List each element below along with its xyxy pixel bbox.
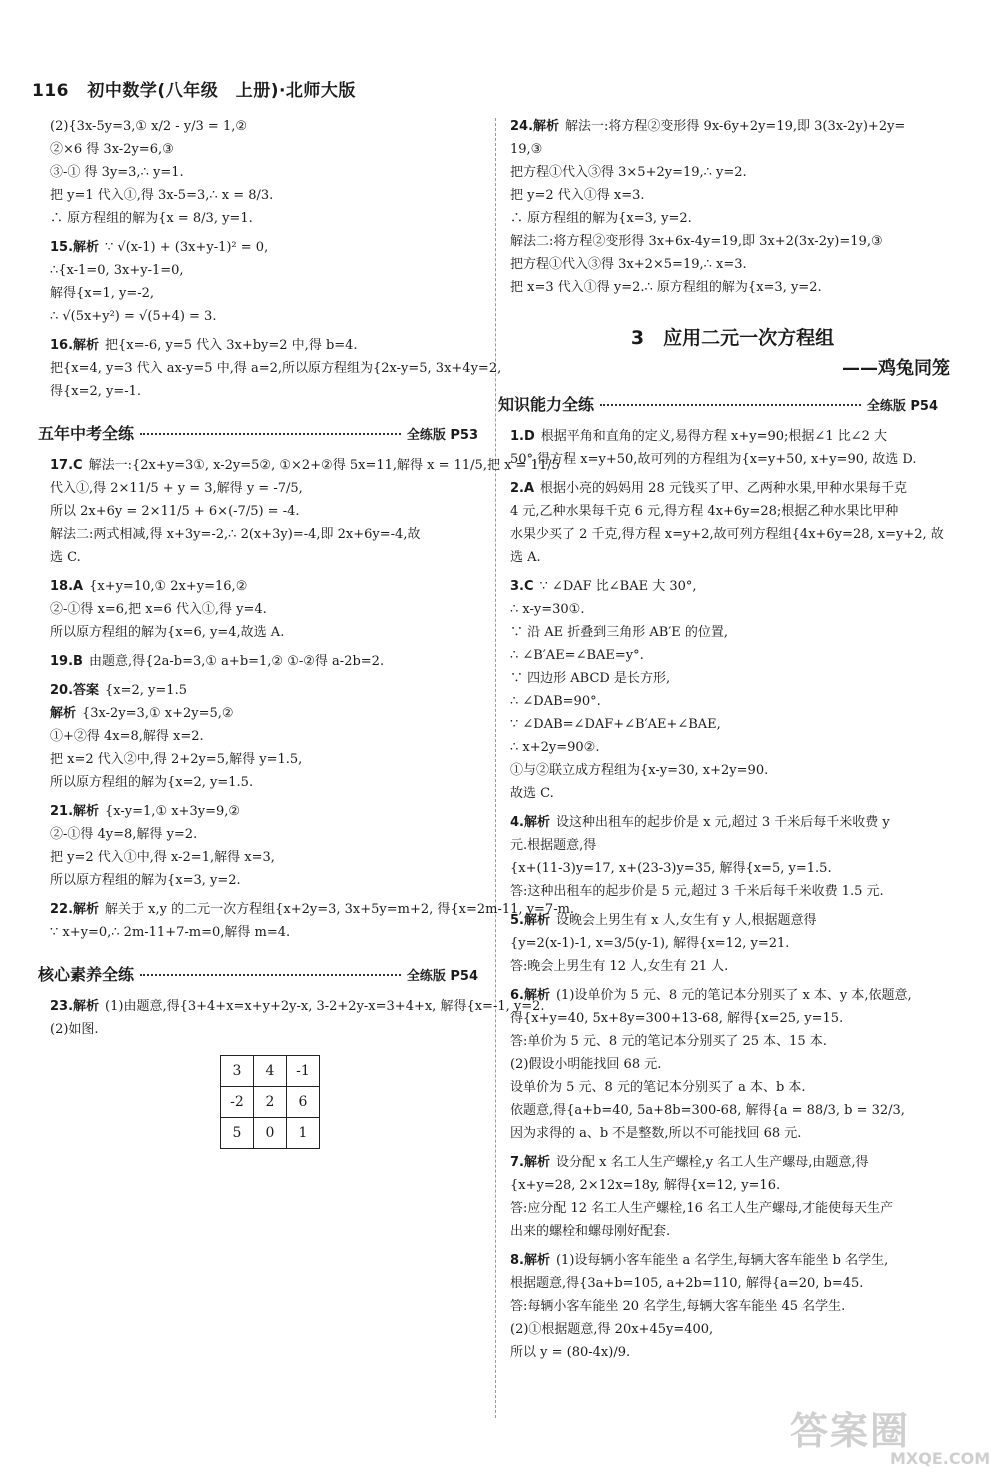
answer-a7-line bbox=[510, 1197, 955, 1220]
q15-text: 解得{x=1, y=-2, bbox=[50, 286, 155, 301]
column-divider bbox=[495, 118, 496, 1418]
q19-text: 由题意,得{2a-b=3,① a+b=1,② ①-②得 a-2b=2. bbox=[88, 654, 385, 669]
q16-text: 把{x=-6, y=5 代入 3x+by=2 中,得 b=4. bbox=[105, 338, 358, 353]
section-hexin-ref: 全练版 P54 bbox=[406, 969, 478, 984]
q21-text: {x-y=1,① x+3y=9,② bbox=[105, 804, 241, 819]
grid-cell: 0 bbox=[254, 1118, 287, 1149]
q14-line: (2){3x-5y=3,① x/2 - y/3 = 1,② bbox=[50, 119, 247, 134]
grid-cell: -1 bbox=[287, 1056, 320, 1087]
answer-a8-line bbox=[510, 1249, 955, 1272]
q23-line bbox=[50, 995, 545, 1018]
q18-line bbox=[50, 598, 480, 621]
answer-a2-text: 4 元,乙种水果每千克 6 元,得方程 4x+6y=28;根据乙种水果比甲种 bbox=[510, 504, 899, 519]
q24-line bbox=[510, 230, 955, 253]
section-hexin bbox=[38, 962, 478, 985]
answer-a3-line bbox=[510, 690, 955, 713]
q21-line bbox=[50, 846, 480, 869]
q24-line bbox=[510, 138, 955, 161]
grid-cell: 6 bbox=[287, 1087, 320, 1118]
q24-text: 把方程①代入③得 3×5+2y=19,∴ y=2. bbox=[510, 165, 747, 180]
q22-line bbox=[50, 921, 480, 944]
q14-line: 把 y=1 代入①,得 3x-5=3,∴ x = 8/3. bbox=[50, 188, 274, 203]
grid-cell: 4 bbox=[254, 1056, 287, 1087]
q18-text: {x+y=10,① 2x+y=16,② bbox=[89, 579, 248, 594]
q18-text: 所以原方程组的解为{x=6, y=4,故选 A. bbox=[50, 625, 285, 640]
answer-a3-line bbox=[510, 598, 955, 621]
answer-a2-text: 水果少买了 2 千克,得方程 x=y+2,故可列方程组{4x+6y=28, x=y+2, 故 bbox=[510, 527, 944, 542]
answer-a7-text: 答:应分配 12 名工人生产螺栓,16 名工人生产螺母,才能使每天生产 bbox=[510, 1201, 894, 1216]
answer-a3-text: ①与②联立成方程组为{x-y=30, x+2y=90. bbox=[510, 763, 769, 778]
answer-a3-line bbox=[510, 736, 955, 759]
answer-a8-text: 所以 y = (80-4x)/9. bbox=[510, 1345, 631, 1360]
q17-text: 解法一:{2x+y=3①, x-2y=5②, ①×2+②得 5x=11,解得 x = 11/5,把 x = 11/5 bbox=[88, 458, 560, 473]
q16-line bbox=[50, 380, 480, 403]
answer-a3-line bbox=[510, 782, 955, 805]
q21-line bbox=[50, 823, 480, 846]
q17-number: 17.C bbox=[50, 458, 83, 473]
answer-a6-line bbox=[510, 1122, 955, 1145]
answer-a3-line bbox=[510, 713, 955, 736]
q24-line bbox=[510, 115, 955, 138]
q17-line bbox=[50, 500, 480, 523]
q23-text: (2)如图. bbox=[50, 1022, 99, 1037]
q17-text: 代入①,得 2×11/5 + y = 3,解得 y = -7/5, bbox=[50, 481, 303, 496]
right-column bbox=[498, 115, 955, 1370]
q24-text: 把方程①代入③得 3x+2×5=19,∴ x=3. bbox=[510, 257, 747, 272]
answer-a4-text: 元.根据题意,得 bbox=[510, 838, 597, 853]
answer-a2-text: 根据小亮的妈妈用 28 元钱买了甲、乙两种水果,甲种水果每千克 bbox=[540, 481, 907, 496]
answer-a4-number: 4.解析 bbox=[510, 815, 550, 830]
q20-sub: 解析 bbox=[50, 706, 77, 721]
q22-text: 解关于 x,y 的二元一次方程组{x+2y=3, 3x+5y=m+2, 得{x=2m-11, y=7-m. bbox=[105, 902, 575, 917]
q15-line bbox=[50, 282, 480, 305]
spacer bbox=[50, 403, 480, 409]
q24-text: 19,③ bbox=[510, 142, 543, 157]
q20-number: 20.答案 bbox=[50, 683, 100, 698]
q21-text: 所以原方程组的解为{x=3, y=2. bbox=[50, 873, 241, 888]
q15-line bbox=[50, 236, 480, 259]
dot-leader bbox=[140, 433, 401, 435]
section-zhishi-title: 知识能力全练 bbox=[498, 395, 595, 414]
answer-a3-line bbox=[510, 759, 955, 782]
q17-text: 所以 2x+6y = 2×11/5 + 6×(-7/5) = -4. bbox=[50, 504, 300, 519]
chapter-title: 3 应用二元一次方程组 bbox=[630, 327, 835, 349]
answer-a6-line bbox=[510, 1099, 955, 1122]
q17-line bbox=[50, 454, 560, 477]
page-header bbox=[32, 76, 356, 101]
q17-line bbox=[50, 523, 480, 546]
answer-a1-text: 50°,得方程 x=y+50,故可列的方程组为{x=y+50, x+y=90, 故选 D. bbox=[510, 452, 917, 467]
q22-number: 22.解析 bbox=[50, 902, 100, 917]
q17-text: 选 C. bbox=[50, 550, 81, 565]
answer-a1-line bbox=[510, 425, 955, 448]
spacer bbox=[510, 1364, 955, 1370]
q24-line bbox=[510, 253, 955, 276]
answer-a8-text: (2)①根据题意,得 20x+45y=400, bbox=[510, 1322, 714, 1337]
q20-text: {3x-2y=3,① x+2y=5,② bbox=[82, 706, 234, 721]
q19-line bbox=[50, 650, 480, 673]
answer-a1-number: 1.D bbox=[510, 429, 535, 444]
answer-a6-line bbox=[510, 1007, 955, 1030]
answer-a6-text: (2)假设小明能找回 68 元. bbox=[510, 1057, 662, 1072]
q15-text: ∴ √(5x+y²) = √(5+4) = 3. bbox=[50, 309, 217, 324]
answer-a3-text: ∴ x-y=30①. bbox=[510, 602, 585, 617]
answer-a6-text: 答:单价为 5 元、8 元的笔记本分别买了 25 本、15 本. bbox=[510, 1034, 827, 1049]
answer-a3-number: 3.C bbox=[510, 579, 534, 594]
q17-text: 解法二:两式相减,得 x+3y=-2,∴ 2(x+3y)=-4,即 2x+6y=-4,故 bbox=[50, 527, 421, 542]
answer-a6-line bbox=[510, 1030, 955, 1053]
q15-text: ∴{x-1=0, 3x+y-1=0, bbox=[50, 263, 184, 278]
q24-text: 把 x=3 代入①得 y=2.∴ 原方程组的解为{x=3, y=2. bbox=[510, 280, 822, 295]
answer-a3-line bbox=[510, 621, 955, 644]
section-wunian bbox=[38, 421, 478, 444]
answer-a3-text: 故选 C. bbox=[510, 786, 554, 801]
q24-text: 解法一:将方程②变形得 9x-6y+2y=19,即 3(3x-2y)+2y= bbox=[565, 119, 906, 134]
answer-a3-text: ∵ 沿 AE 折叠到三角形 AB′E 的位置, bbox=[510, 625, 729, 640]
q17-line bbox=[50, 477, 480, 500]
grid-cell: 3 bbox=[221, 1056, 254, 1087]
q15-line bbox=[50, 305, 480, 328]
answer-a5-text: 答:晚会上男生有 12 人,女生有 21 人. bbox=[510, 959, 729, 974]
answer-a5-line bbox=[510, 955, 955, 978]
q16-number: 16.解析 bbox=[50, 338, 100, 353]
q16-line bbox=[50, 357, 502, 380]
answer-a6-line bbox=[510, 1053, 955, 1076]
q21-text: 把 y=2 代入①中,得 x-2=1,解得 x=3, bbox=[50, 850, 275, 865]
answer-a7-line bbox=[510, 1151, 955, 1174]
magic-square-grid bbox=[220, 1055, 320, 1149]
q20-line: ①+②得 4x=8,解得 x=2. bbox=[50, 729, 204, 744]
answer-a1-line bbox=[510, 448, 955, 471]
q15-text: ∵ √(x-1) + (3x+y-1)² = 0, bbox=[105, 240, 269, 255]
grid-row bbox=[221, 1118, 320, 1149]
spacer bbox=[510, 299, 955, 305]
answer-a5-number: 5.解析 bbox=[510, 913, 550, 928]
answer-a7-text: 出来的螺栓和螺母刚好配套. bbox=[510, 1224, 671, 1239]
answer-a5-line bbox=[510, 909, 955, 932]
section-zhishi bbox=[498, 392, 938, 415]
q24-line bbox=[510, 207, 955, 230]
answer-a3-text: ∴ ∠DAB=90°. bbox=[510, 694, 601, 709]
q21-line bbox=[50, 869, 480, 892]
answer-a4-text: {x+(11-3)y=17, x+(23-3)y=35, 解得{x=5, y=1.5. bbox=[510, 861, 832, 876]
answer-a6-number: 6.解析 bbox=[510, 988, 550, 1003]
answer-a3-text: ∴ ∠B′AE=∠BAE=y°. bbox=[510, 648, 644, 663]
answer-a6-text: (1)设单价为 5 元、8 元的笔记本分别买了 x 本、y 本,依题意, bbox=[555, 988, 912, 1003]
answer-a6-text: 依题意,得{a+b=40, 5a+8b=300-68, 解得{a = 88/3, b = 32/3, bbox=[510, 1103, 905, 1118]
answer-a6-text: 因为求得的 a、b 不是整数,所以不可能找回 68 元. bbox=[510, 1126, 802, 1141]
q24-text: 把 y=2 代入①得 x=3. bbox=[510, 188, 645, 203]
q20-line: 所以原方程组的解为{x=2, y=1.5. bbox=[50, 775, 254, 790]
q24-number: 24.解析 bbox=[510, 119, 560, 134]
answer-a8-text: 根据题意,得{3a+b=105, a+2b=110, 解得{a=20, b=45. bbox=[510, 1276, 864, 1291]
q15-line bbox=[50, 259, 480, 282]
q21-number: 21.解析 bbox=[50, 804, 100, 819]
answer-a4-line bbox=[510, 811, 955, 834]
section-wunian-title: 五年中考全练 bbox=[38, 424, 135, 443]
q24-line bbox=[510, 161, 955, 184]
q23-number: 23.解析 bbox=[50, 999, 100, 1014]
answer-a3-text: ∵ ∠DAF 比∠BAE 大 30°, bbox=[539, 579, 697, 594]
q23-line bbox=[50, 1018, 480, 1041]
q14-line: ③-① 得 3y=3,∴ y=1. bbox=[50, 165, 184, 180]
q24-text: 解法二:将方程②变形得 3x+6x-4y=19,即 3x+2(3x-2y)=19,③ bbox=[510, 234, 883, 249]
answer-a6-line bbox=[510, 1076, 955, 1099]
q19-number: 19.B bbox=[50, 654, 83, 669]
q18-line bbox=[50, 575, 480, 598]
grid-cell: 1 bbox=[287, 1118, 320, 1149]
q18-number: 18.A bbox=[50, 579, 84, 594]
q20-line: 把 x=2 代入②中,得 2+2y=5,解得 y=1.5, bbox=[50, 752, 303, 767]
grid-cell: 2 bbox=[254, 1087, 287, 1118]
answer-a2-line bbox=[510, 500, 955, 523]
q24-line bbox=[510, 276, 955, 299]
answer-a6-text: 得{x+y=40, 5x+8y=300+13-68, 解得{x=25, y=15. bbox=[510, 1011, 844, 1026]
watermark-logo: 答案圈 MXQE.COM bbox=[790, 1409, 991, 1468]
answer-a7-line bbox=[510, 1220, 955, 1243]
q21-line bbox=[50, 800, 480, 823]
answer-a5-line bbox=[510, 932, 955, 955]
answer-a3-line bbox=[510, 575, 955, 598]
q14-line: ②×6 得 3x-2y=6,③ bbox=[50, 142, 174, 157]
answer-a2-line bbox=[510, 546, 955, 569]
answer-a7-text: {x+y=28, 2×12x=18y, 解得{x=12, y=16. bbox=[510, 1178, 781, 1193]
answer-a8-line bbox=[510, 1318, 955, 1341]
answer-a3-text: ∵ ∠DAB=∠DAF+∠B′AE+∠BAE, bbox=[510, 717, 721, 732]
answer-a8-text: (1)设每辆小客车能坐 a 名学生,每辆大客车能坐 b 名学生, bbox=[555, 1253, 889, 1268]
q18-text: ②-①得 x=6,把 x=6 代入①,得 y=4. bbox=[50, 602, 267, 617]
answer-a2-line bbox=[510, 523, 955, 546]
answer-a1-text: 根据平角和直角的定义,易得方程 x+y=90;根据∠1 比∠2 大 bbox=[540, 429, 888, 444]
answer-a3-line bbox=[510, 644, 955, 667]
q18-line bbox=[50, 621, 480, 644]
answer-a3-text: ∴ x+2y=90②. bbox=[510, 740, 600, 755]
spacer bbox=[50, 944, 480, 950]
q14-line: ∴ 原方程组的解为{x = 8/3, y=1. bbox=[50, 211, 253, 226]
answer-a2-line bbox=[510, 477, 955, 500]
page-number: 116 bbox=[32, 81, 69, 101]
answer-a3-text: ∵ 四边形 ABCD 是长方形, bbox=[510, 671, 671, 686]
answer-a4-line bbox=[510, 857, 955, 880]
q15-number: 15.解析 bbox=[50, 240, 100, 255]
dot-leader bbox=[140, 974, 401, 976]
answer-a2-text: 选 A. bbox=[510, 550, 541, 565]
answer-a7-text: 设分配 x 名工人生产螺栓,y 名工人生产螺母,由题意,得 bbox=[555, 1155, 869, 1170]
q22-text: ∵ x+y=0,∴ 2m-11+7-m=0,解得 m=4. bbox=[50, 925, 291, 940]
section-hexin-title: 核心素养全练 bbox=[38, 965, 135, 984]
answer-a6-line bbox=[510, 984, 955, 1007]
answer-a8-number: 8.解析 bbox=[510, 1253, 550, 1268]
answer-a8-line bbox=[510, 1341, 955, 1364]
spacer bbox=[50, 1041, 480, 1047]
answer-a2-number: 2.A bbox=[510, 481, 535, 496]
grid-row bbox=[221, 1087, 320, 1118]
section-wunian-ref: 全练版 P53 bbox=[406, 428, 478, 443]
q24-text: ∴ 原方程组的解为{x=3, y=2. bbox=[510, 211, 692, 226]
answer-a3-line bbox=[510, 667, 955, 690]
q24-line bbox=[510, 184, 955, 207]
q23-text: (1)由题意,得{3+4+x=x+y+2y-x, 3-2+2y-x=3+4+x, 解得{x=-1, y=2. bbox=[105, 999, 545, 1014]
answer-a5-text: {y=2(x-1)-1, x=3/5(y-1), 解得{x=12, y=21. bbox=[510, 936, 790, 951]
q16-text: 把{x=4, y=3 代入 ax-y=5 中,得 a=2,所以原方程组为{2x-y=5, 3x+4y=2, bbox=[50, 361, 502, 376]
answer-a8-line bbox=[510, 1295, 955, 1318]
grid-cell: -2 bbox=[221, 1087, 254, 1118]
q20-answer-line bbox=[50, 679, 480, 702]
answer-a4-text: 答:这种出租车的起步价是 5 元,超过 3 千米后每千米收费 1.5 元. bbox=[510, 884, 884, 899]
q20-line bbox=[50, 702, 480, 725]
answer-a7-line bbox=[510, 1174, 955, 1197]
dot-leader bbox=[600, 404, 861, 406]
answer-a7-number: 7.解析 bbox=[510, 1155, 550, 1170]
grid-row bbox=[221, 1056, 320, 1087]
answer-a5-text: 设晚会上男生有 x 人,女生有 y 人,根据题意得 bbox=[555, 913, 817, 928]
grid-cell: 5 bbox=[221, 1118, 254, 1149]
answer-a8-text: 答:每辆小客车能坐 20 名学生,每辆大客车能坐 45 名学生. bbox=[510, 1299, 846, 1314]
q16-line bbox=[50, 334, 480, 357]
q21-text: ②-①得 4y=8,解得 y=2. bbox=[50, 827, 198, 842]
q20-answer: {x=2, y=1.5 bbox=[105, 683, 187, 698]
answer-a8-line bbox=[510, 1272, 955, 1295]
answer-a4-text: 设这种出租车的起步价是 x 元,超过 3 千米后每千米收费 y bbox=[555, 815, 890, 830]
q17-line bbox=[50, 546, 480, 569]
answer-a4-line bbox=[510, 880, 955, 903]
chapter-subtitle: ——鸡兔同笼 bbox=[842, 358, 950, 379]
section-zhishi-ref: 全练版 P54 bbox=[866, 399, 938, 414]
book-title: 初中数学(八年级 上册)·北师大版 bbox=[87, 81, 356, 101]
q16-text: 得{x=2, y=-1. bbox=[50, 384, 142, 399]
answer-a4-line bbox=[510, 834, 955, 857]
answer-a6-text: 设单价为 5 元、8 元的笔记本分别买了 a 本、b 本. bbox=[510, 1080, 806, 1095]
